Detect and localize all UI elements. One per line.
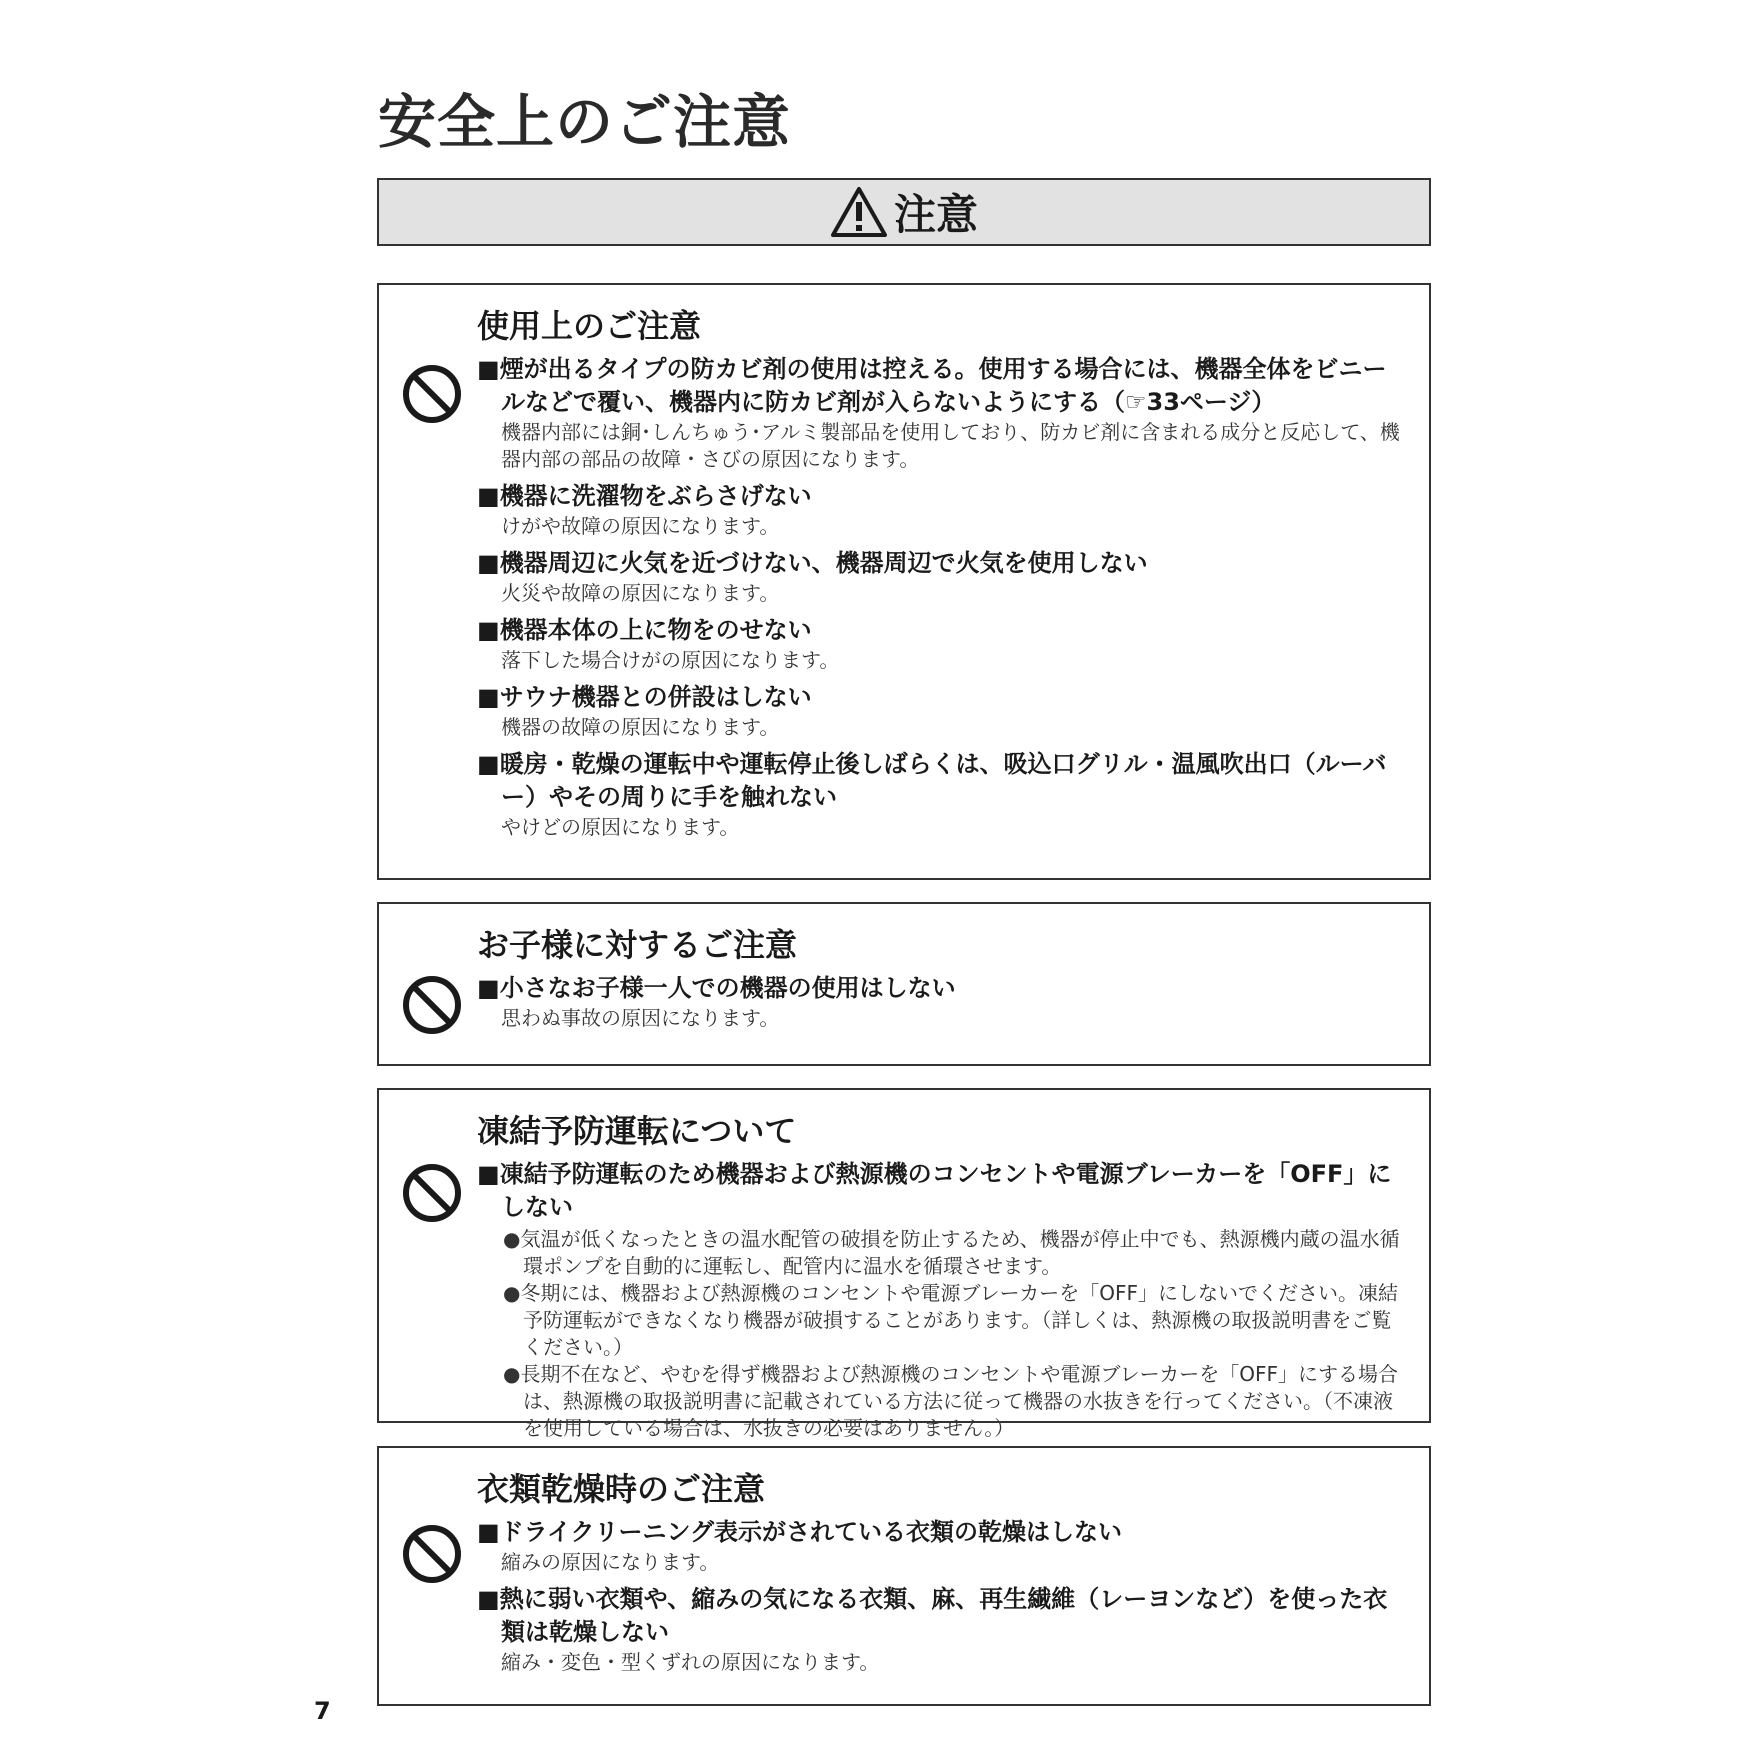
rule-item [477,547,1403,607]
rule-item [477,353,1403,473]
children-caution-section [377,902,1431,1066]
section-heading: 衣類乾燥時のご注意 [477,1470,766,1508]
rule-note: 火災や故障の原因になります。 [501,581,780,605]
rule-title: ■ 凍結予防運転のため機器および熱源機のコンセントや電源ブレーカーを「OFF」にしない [477,1158,1403,1224]
warning-triangle-icon [830,186,888,238]
section-heading: 使用上のご注意 [477,307,702,345]
rule-title: ■ サウナ機器との併設はしない [477,681,1403,714]
rule-item [477,480,1403,540]
prohibition-icon [401,974,463,1036]
rule-note: 思わぬ事故の原因になります。 [501,1006,780,1030]
page-number: 7 [314,1697,331,1725]
section-heading: 凍結予防運転について [477,1112,797,1150]
rule-title: ■ 煙が出るタイプの防カビ剤の使用は控える。使用する場合には、機器全体をビニールなどで覆い、機器内に防カビ剤が入らないようにする（☞33ページ） [477,353,1403,419]
section-heading: お子様に対するご注意 [477,926,798,964]
bullet-item: ● 冬期には、機器および熱源機のコンセントや電源ブレーカーを「OFF」にしないでください。凍結予防運転ができなくなり機器が破損することがあります。（詳しくは、熱源機の取扱説明書をご覧ください。） [477,1280,1403,1361]
usage-caution-section [377,283,1431,880]
clothes-drying-section [377,1446,1431,1706]
caution-banner [377,178,1431,246]
page-reference: （☞33ページ） [1101,388,1276,416]
rule-title: ■ 機器本体の上に物をのせない [477,614,1403,647]
rule-item [477,681,1403,741]
rule-item [477,1516,1403,1576]
rule-note: 縮み・変色・型くずれの原因になります。 [501,1650,880,1674]
bullet-item: ● 気温が低くなったときの温水配管の破損を防止するため、機器が停止中でも、熱源機内蔵の温水循環ポンプを自動的に運転し、配管内に温水を循環させます。 [477,1226,1403,1280]
rule-note: けがや故障の原因になります。 [501,514,780,538]
rule-note: 縮みの原因になります。 [501,1550,720,1574]
bullet-item: ● 長期不在など、やむを得ず機器および熱源機のコンセントや電源ブレーカーを「OFF」にする場合は、熱源機の取扱説明書に記載されている方法に従って機器の水抜きを行ってください。（不凍液を使用している場合は、水抜きの必要はありません。） [477,1361,1403,1442]
rule-title: ■ 熱に弱い衣類や、縮みの気になる衣類、麻、再生繊維（レーヨンなど）を使った衣類は乾燥しない [477,1583,1403,1649]
prohibition-icon [401,363,463,425]
rule-note: 機器の故障の原因になります。 [501,715,780,739]
rule-note: やけどの原因になります。 [501,815,740,839]
prohibition-icon [401,1523,463,1585]
rule-title: ■ 暖房・乾燥の運転中や運転停止後しばらくは、吸込口グリル・温風吹出口（ルーバー）やその周りに手を触れない [477,748,1403,814]
rule-item [477,1583,1403,1676]
rule-item [477,1158,1403,1224]
prohibition-icon [401,1162,463,1224]
rule-item [477,972,1403,1032]
rule-title: ■ 小さなお子様一人での機器の使用はしない [477,972,1403,1005]
rule-item [477,748,1403,841]
rule-title: ■ 機器に洗濯物をぶらさげない [477,480,1403,513]
rule-title: ■ ドライクリーニング表示がされている衣類の乾燥はしない [477,1516,1403,1549]
freeze-prevention-section [377,1088,1431,1440]
rule-note: 機器内部には銅･しんちゅう･アルミ製部品を使用しており、防カビ剤に含まれる成分と反応して、機器内部の部品の故障・さびの原因になります。 [501,420,1400,471]
page-title: 安全上のご注意 [378,88,792,156]
rule-item [477,614,1403,674]
rule-note: 落下した場合けがの原因になります。 [501,648,840,672]
rule-title: ■ 機器周辺に火気を近づけない、機器周辺で火気を使用しない [477,547,1403,580]
caution-label: 注意 [893,190,978,239]
